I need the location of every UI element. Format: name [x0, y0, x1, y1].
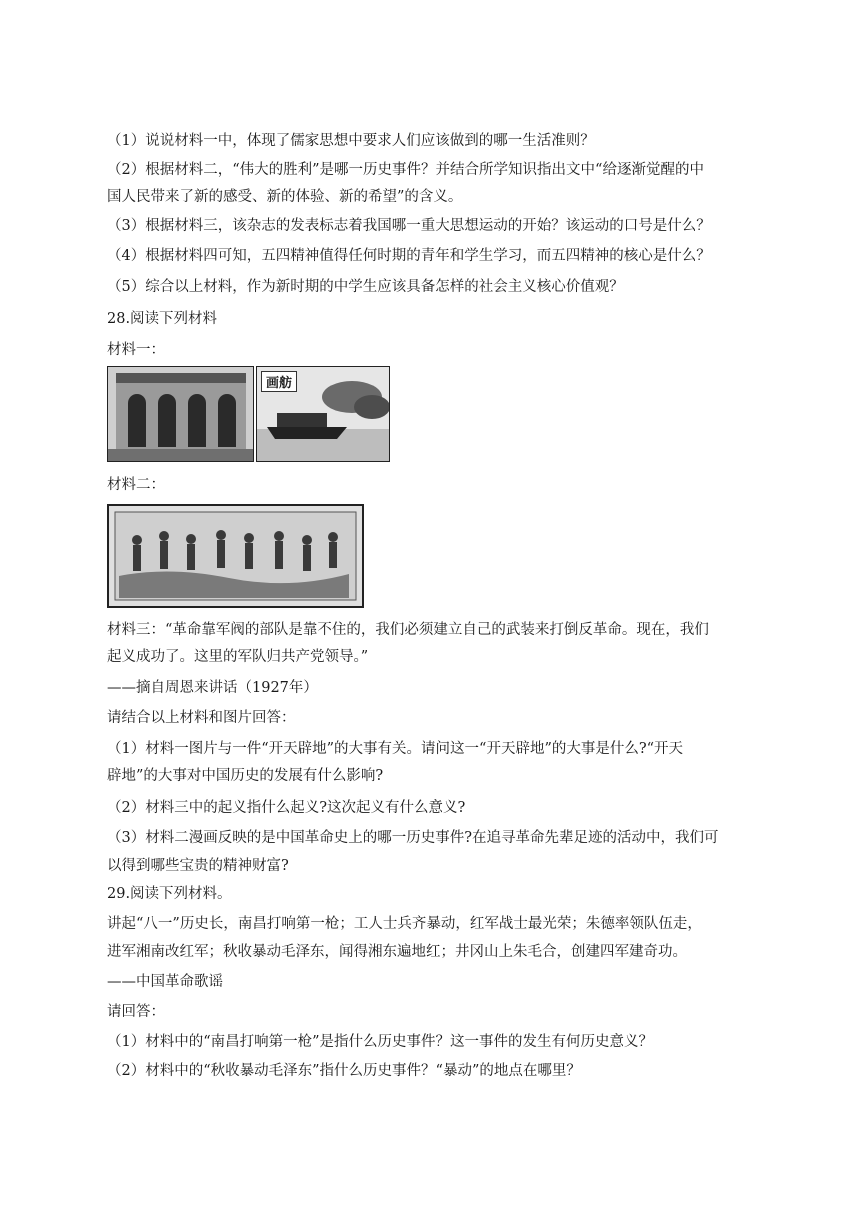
question-line: （4）根据材料四可知，五四精神值得任何时期的青年和学生学习，而五四精神的核心是什么？	[107, 248, 711, 264]
material-three-line: 材料三：“革命靠军阀的部队是靠不住的，我们必须建立自己的武装来打倒反革命。现在，我们	[107, 622, 709, 638]
question-line: （1）材料一图片与一件“开天辟地”的大事有关。请问这一“开天辟地”的大事是什么?“开天	[107, 741, 684, 757]
boat-caption: 画舫	[261, 371, 297, 392]
question-line: （3）根据材料三，该杂志的发表标志着我国哪一重大思想运动的开始？该运动的口号是什么？	[107, 218, 711, 234]
question-line: （1）说说材料一中，体现了儒家思想中要求人们应该做到的哪一生活准则？	[107, 133, 595, 149]
q29-heading: 29.阅读下列材料。	[107, 886, 232, 902]
question-line: （5）综合以上材料，作为新时期的中学生应该具备怎样的社会主义核心价值观？	[107, 279, 624, 295]
q28-heading: 28.阅读下列材料	[107, 311, 218, 327]
uprising-cartoon-image	[107, 504, 364, 608]
question-line: （2）材料三中的起义指什么起义?这次起义有什么意义?	[107, 800, 466, 816]
verse-source: ——中国革命歌谣	[107, 974, 223, 990]
material-three-line: 起义成功了。这里的军队归共产党领导。”	[107, 649, 369, 665]
q29-prompt: 请回答：	[107, 1004, 165, 1020]
question-line: 国人民带来了新的感受、新的体验、新的希望”的含义。	[107, 189, 463, 205]
question-line: 辟地”的大事对中国历史的发展有什么影响?	[107, 768, 384, 784]
question-line: （3）材料二漫画反映的是中国革命史上的哪一历史事件?在追寻革命先辈足迹的活动中，我们可	[107, 830, 719, 846]
material-one-label: 材料一：	[107, 342, 165, 358]
congress-building-photo	[107, 366, 254, 462]
question-line: （1）材料中的“南昌打响第一枪”是指什么历史事件？这一事件的发生有何历史意义？	[107, 1034, 654, 1050]
material-two-label: 材料二：	[107, 477, 165, 493]
question-line: （2）材料中的“秋收暴动毛泽东”指什么历史事件？“暴动”的地点在哪里？	[107, 1063, 581, 1079]
question-line: （2）根据材料二，“伟大的胜利”是哪一历史事件？并结合所学知识指出文中“给逐渐觉醒的中	[107, 162, 704, 178]
verse-line: 进军湘南改红军；秋收暴动毛泽东，闻得湘东遍地红；井冈山上朱毛合，创建四军建奇功。	[107, 944, 687, 960]
material-three-source: ——摘自周恩来讲话（1927年）	[107, 680, 318, 696]
verse-line: 讲起“八一”历史长，南昌打响第一枪；工人士兵齐暴动，红军战士最光荣；朱德率领队伍走，	[107, 916, 702, 932]
q28-prompt: 请结合以上材料和图片回答：	[107, 710, 296, 726]
question-line: 以得到哪些宝贵的精神财富?	[107, 858, 289, 874]
red-boat-photo	[256, 366, 390, 462]
